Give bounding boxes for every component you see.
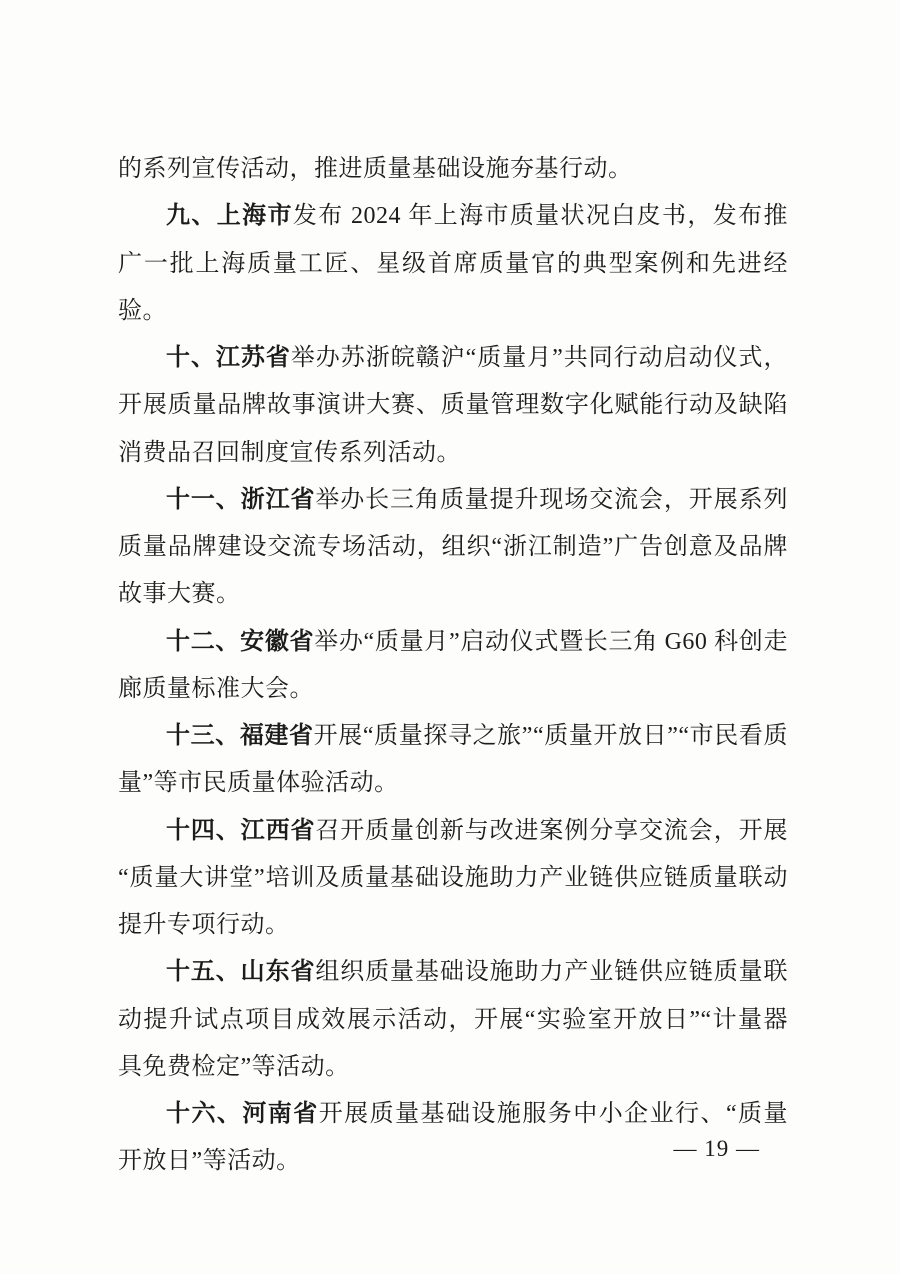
paragraph [118, 193, 788, 335]
page-number: — 19 — [673, 1136, 760, 1161]
paragraph-lead: 十三、福建省 [166, 723, 314, 749]
paragraph-text: 组织质量基础设施助力产业链供应链质量联动提升试点项目成效展示活动，开展“实验室开放日”“计量器具免费检定”等活动。 [118, 959, 788, 1080]
paragraph-lead: 十五、山东省 [166, 959, 316, 986]
paragraph [118, 949, 788, 1091]
paragraph [118, 808, 788, 950]
document-body [118, 146, 788, 1186]
paragraph [118, 477, 788, 619]
paragraph-text: 开展质量基础设施服务中小企业行、“质量开放日”等活动。 [118, 1101, 789, 1175]
paragraph-lead: 十二、安徽省 [166, 628, 315, 655]
paragraph [118, 713, 788, 808]
paragraph-lead: 十、江苏省 [166, 345, 291, 371]
paragraph-lead: 九、上海市 [166, 203, 293, 230]
paragraph-text: 召开质量创新与改进案例分享交流会，开展“质量大讲堂”培训及质量基础设施助力产业链供应链质量联动提升专项行动。 [118, 817, 788, 938]
paragraph-text: 举办苏浙皖赣沪“质量月”共同行动启动仪式，开展质量品牌故事演讲大赛、质量管理数字化赋能行动及缺陷消费品召回制度宣传系列活动。 [118, 345, 788, 466]
paragraph-text: 发布 2024 年上海市质量状况白皮书，发布推广一批上海质量工匠、星级首席质量官的典型案例和先进经验。 [118, 203, 789, 324]
paragraph-lead: 十六、河南省 [166, 1101, 319, 1127]
paragraph-text: 开展“质量探寻之旅”“质量开放日”“市民看质量”等市民质量体验活动。 [118, 723, 788, 797]
paragraph-text: 的系列宣传活动，推进质量基础设施夯基行动。 [118, 156, 633, 182]
paragraph-lead: 十一、浙江省 [166, 486, 316, 513]
paragraph-text: 举办长三角质量提升现场交流会，开展系列质量品牌建设交流专场活动，组织“浙江制造”广告创意及品牌故事大赛。 [118, 486, 788, 608]
paragraph [118, 335, 788, 477]
paragraph [118, 619, 788, 714]
paragraph-lead: 十四、江西省 [166, 817, 316, 844]
paragraph-text: 举办“质量月”启动仪式暨长三角 G60 科创走廊质量标准大会。 [118, 628, 789, 702]
paragraph [118, 146, 788, 193]
